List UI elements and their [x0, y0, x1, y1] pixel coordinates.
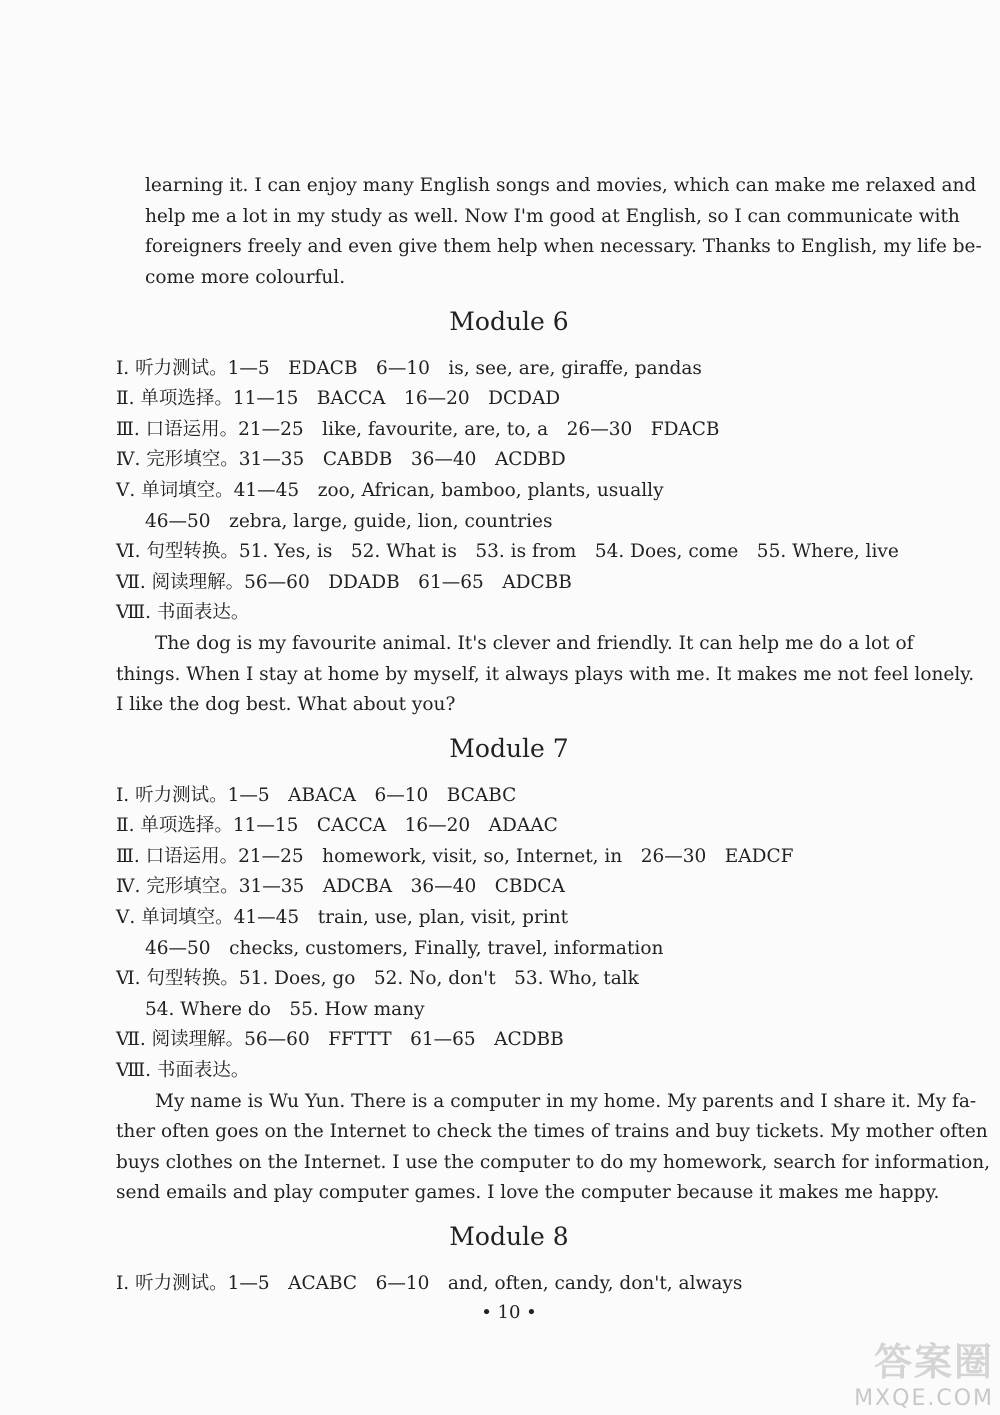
m7-essay-line-1: My name is Wu Yun. There is a computer in my home. My parents and I share it. My fa-: [155, 1091, 977, 1112]
m6-word-fill-cont: 46—50 zebra, large, guide, lion, countries: [145, 511, 553, 532]
m7-essay-line-4: send emails and play computer games. I love the computer because it makes me happy.: [116, 1182, 940, 1203]
intro-line-3: foreigners freely and even give them help when necessary. Thanks to English, my life be-: [145, 236, 982, 257]
m6-word-fill: Ⅴ. 单词填空。41—45 zoo, African, bamboo, plants, usually: [116, 480, 664, 501]
m7-transform: Ⅵ. 句型转换。51. Does, go 52. No, don't 53. Who, talk: [116, 968, 639, 989]
m7-word-fill: Ⅴ. 单词填空。41—45 train, use, plan, visit, print: [116, 907, 569, 928]
m6-essay-line-1: The dog is my favourite animal. It's clever and friendly. It can help me do a lot of: [155, 633, 914, 654]
module6-title: Module 6: [449, 307, 569, 336]
page-number: • 10 •: [481, 1302, 537, 1323]
intro-line-2: help me a lot in my study as well. Now I'm good at English, so I can communicate with: [145, 206, 960, 227]
m6-essay-line-2: things. When I stay at home by myself, it always plays with me. It makes me not feel lonely.: [116, 664, 975, 685]
m6-transform: Ⅵ. 句型转换。51. Yes, is 52. What is 53. is from 54. Does, come 55. Where, live: [116, 541, 899, 562]
module8-title: Module 8: [449, 1222, 569, 1251]
m6-writing-label: Ⅷ. 书面表达。: [116, 602, 250, 623]
intro-line-4: come more colourful.: [145, 267, 346, 288]
m7-writing-label: Ⅷ. 书面表达。: [116, 1060, 250, 1081]
m7-word-fill-cont: 46—50 checks, customers, Finally, travel, information: [145, 938, 664, 959]
m7-reading: Ⅶ. 阅读理解。56—60 FFTTT 61—65 ACDBB: [116, 1029, 564, 1050]
module7-title: Module 7: [449, 734, 569, 763]
m8-listening: Ⅰ. 听力测试。1—5 ACABC 6—10 and, often, candy, don't, always: [116, 1273, 743, 1294]
m6-listening: Ⅰ. 听力测试。1—5 EDACB 6—10 is, see, are, giraffe, pandas: [116, 358, 702, 379]
m7-listening: Ⅰ. 听力测试。1—5 ABACA 6—10 BCABC: [116, 785, 517, 806]
m6-reading: Ⅶ. 阅读理解。56—60 DDADB 61—65 ADCBB: [116, 572, 572, 593]
m7-essay-line-2: ther often goes on the Internet to check the times of trains and buy tickets. My mother often: [116, 1121, 988, 1142]
m6-single-choice: Ⅱ. 单项选择。11—15 BACCA 16—20 DCDAD: [116, 388, 561, 409]
m6-cloze: Ⅳ. 完形填空。31—35 CABDB 36—40 ACDBD: [116, 449, 566, 470]
watermark: [854, 1331, 994, 1411]
m7-essay-line-3: buys clothes on the Internet. I use the computer to do my homework, search for information,: [116, 1152, 991, 1173]
watermark-logo: 答案圈: [873, 1340, 994, 1384]
m7-cloze: Ⅳ. 完形填空。31—35 ADCBA 36—40 CBDCA: [116, 876, 565, 897]
watermark-site: MXQE.COM: [854, 1386, 994, 1411]
m7-single-choice: Ⅱ. 单项选择。11—15 CACCA 16—20 ADAAC: [116, 815, 558, 836]
m6-essay-line-3: I like the dog best. What about you?: [116, 694, 456, 715]
m7-transform-cont: 54. Where do 55. How many: [145, 999, 425, 1020]
intro-line-1: learning it. I can enjoy many English songs and movies, which can make me relaxed and: [145, 175, 977, 196]
m7-oral: Ⅲ. 口语运用。21—25 homework, visit, so, Internet, in 26—30 EADCF: [116, 846, 794, 867]
m6-oral: Ⅲ. 口语运用。21—25 like, favourite, are, to, a 26—30 FDACB: [116, 419, 720, 440]
